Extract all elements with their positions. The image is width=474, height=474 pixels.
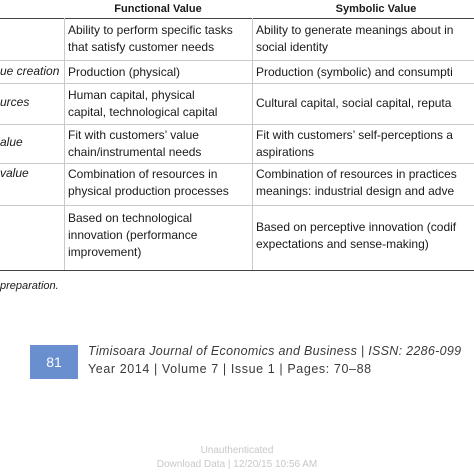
symbolic-cell: Combination of resources in practices meanings: industrial design and adve (256, 167, 457, 198)
column-divider (64, 18, 65, 271)
watermark-line: Download Data | 12/20/15 10:56 AM (156, 459, 318, 470)
issue-info: Year 2014 | Volume 7 | Issue 1 | Pages: 70–88 (88, 362, 372, 376)
table-header-rule (0, 18, 474, 19)
row-divider (0, 124, 474, 125)
row-label: ue creation (0, 64, 60, 78)
row-divider (0, 60, 474, 61)
column-divider (252, 18, 253, 271)
functional-cell: Ability to perform specific tasks that satisfy customer needs (68, 23, 233, 54)
functional-cell: Fit with customers’ value chain/instrumental needs (68, 128, 202, 159)
watermark-line: Unauthenticated (200, 445, 274, 456)
header-symbolic-value: Symbolic Value (335, 3, 417, 15)
symbolic-cell: Based on perceptive innovation (codif expectations and sense-making) (256, 220, 457, 251)
functional-cell: Human capital, physical capital, technological capital (68, 88, 218, 119)
functional-cell: Based on technological innovation (performance improvement) (68, 211, 198, 259)
symbolic-cell: Ability to generate meanings about in social identity (256, 23, 454, 54)
row-divider (0, 83, 474, 84)
table-bottom-rule (0, 270, 474, 271)
symbolic-cell: Cultural capital, social capital, reputa (256, 96, 452, 110)
symbolic-cell: Fit with customers’ self-perceptions a aspirations (256, 128, 453, 159)
row-divider (0, 205, 474, 206)
table-source-note: preparation. (0, 280, 59, 292)
page-number-badge (30, 345, 78, 379)
page-number: 81 (46, 354, 62, 370)
symbolic-cell: Production (symbolic) and consumpti (256, 65, 453, 79)
journal-title: Timisoara Journal of Economics and Business | ISSN: 2286-099 (88, 344, 462, 358)
row-label: alue (0, 135, 23, 149)
functional-cell: Production (physical) (68, 65, 181, 79)
functional-cell: Combination of resources in physical production processes (68, 167, 229, 198)
row-label: urces (0, 95, 30, 109)
row-label: value (0, 166, 29, 180)
header-functional-value: Functional Value (114, 3, 202, 15)
row-divider (0, 163, 474, 164)
